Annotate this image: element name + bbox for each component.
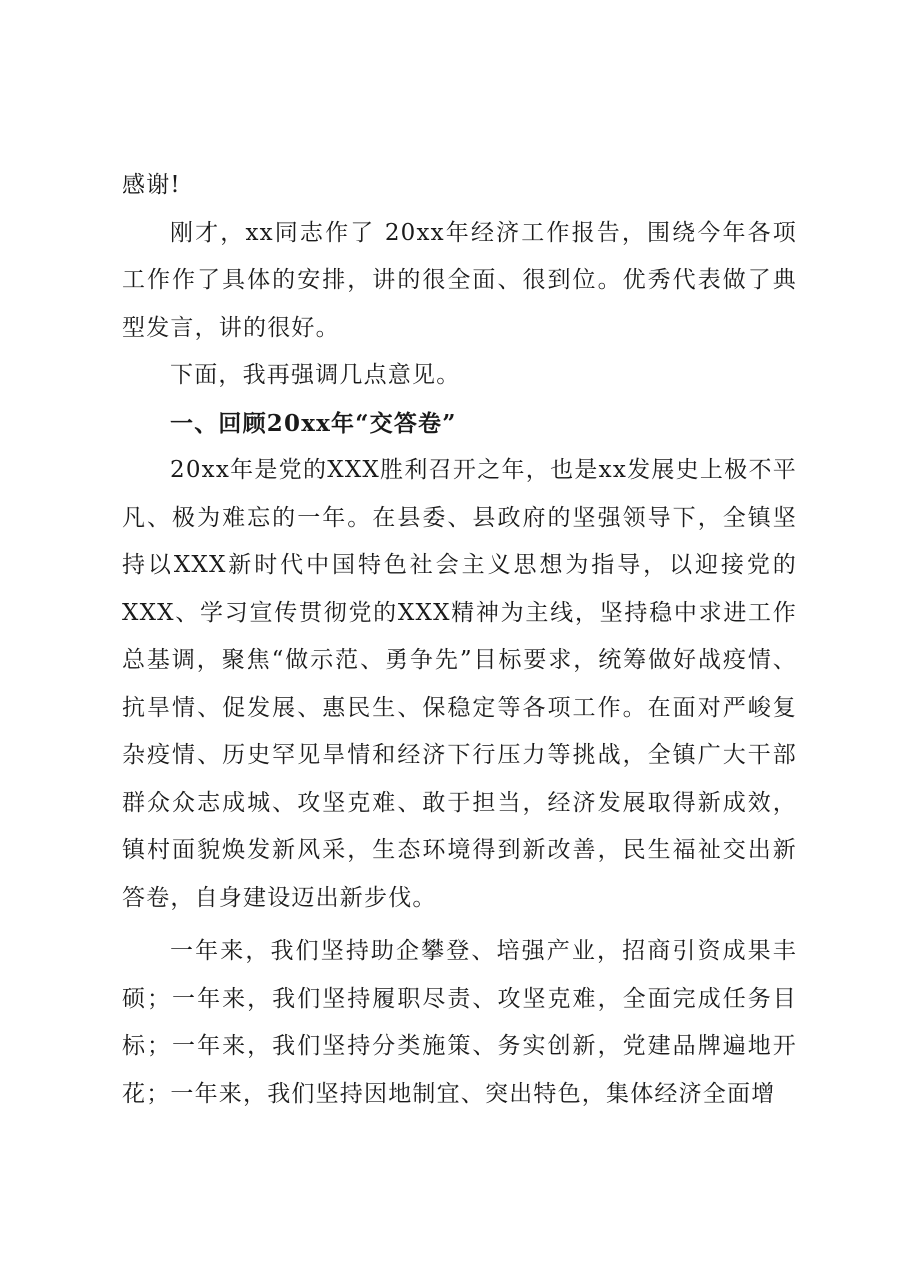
paragraph-report-summary: 刚才，xx同志作了 20xx年经济工作报告，围绕今年各项工作作了具体的安排，讲的很全面、很到位。优秀代表做了典型发言，讲的很好。 [122,219,797,341]
document-body [122,162,797,1118]
paragraph-thanks: 感谢! [122,172,181,198]
paragraph-achievements: 一年来，我们坚持助企攀登、培强产业，招商引资成果丰硕；一年来，我们坚持履职尽责、攻坚克难，全面完成任务目标；一年来，我们坚持分类施策、务实创新，党建品牌遍地开花；一年来，我们坚持因地制宜、突出特色，集体经济全面增 [122,938,797,1107]
paragraph-year-review: 20xx年是党的XXX胜利召开之年，也是xx发展史上极不平凡、极为难忘的一年。在县委、县政府的坚强领导下，全镇坚持以XXX新时代中国特色社会主义思想为指导，以迎接党的XXX、学习宣传贯彻党的XXX精神为主线，坚持稳中求进工作总基调，聚焦“做示范、勇争先”目标要求，统筹做好战疫情、抗旱情、促发展、惠民生、保稳定等各项工作。在面对严峻复杂疫情、历史罕见旱情和经济下行压力等挑战，全镇广大干部群众众志成城、攻坚克难、敢于担当，经济发展取得新成效，镇村面貌焕发新风采，生态环境得到新改善，民生福祉交出新答卷，自身建设迈出新步伐。 [122,457,797,911]
paragraph-intro: 下面，我再强调几点意见。 [170,362,461,388]
section-heading: 一、回顾20xx年“交答卷” [170,409,457,437]
